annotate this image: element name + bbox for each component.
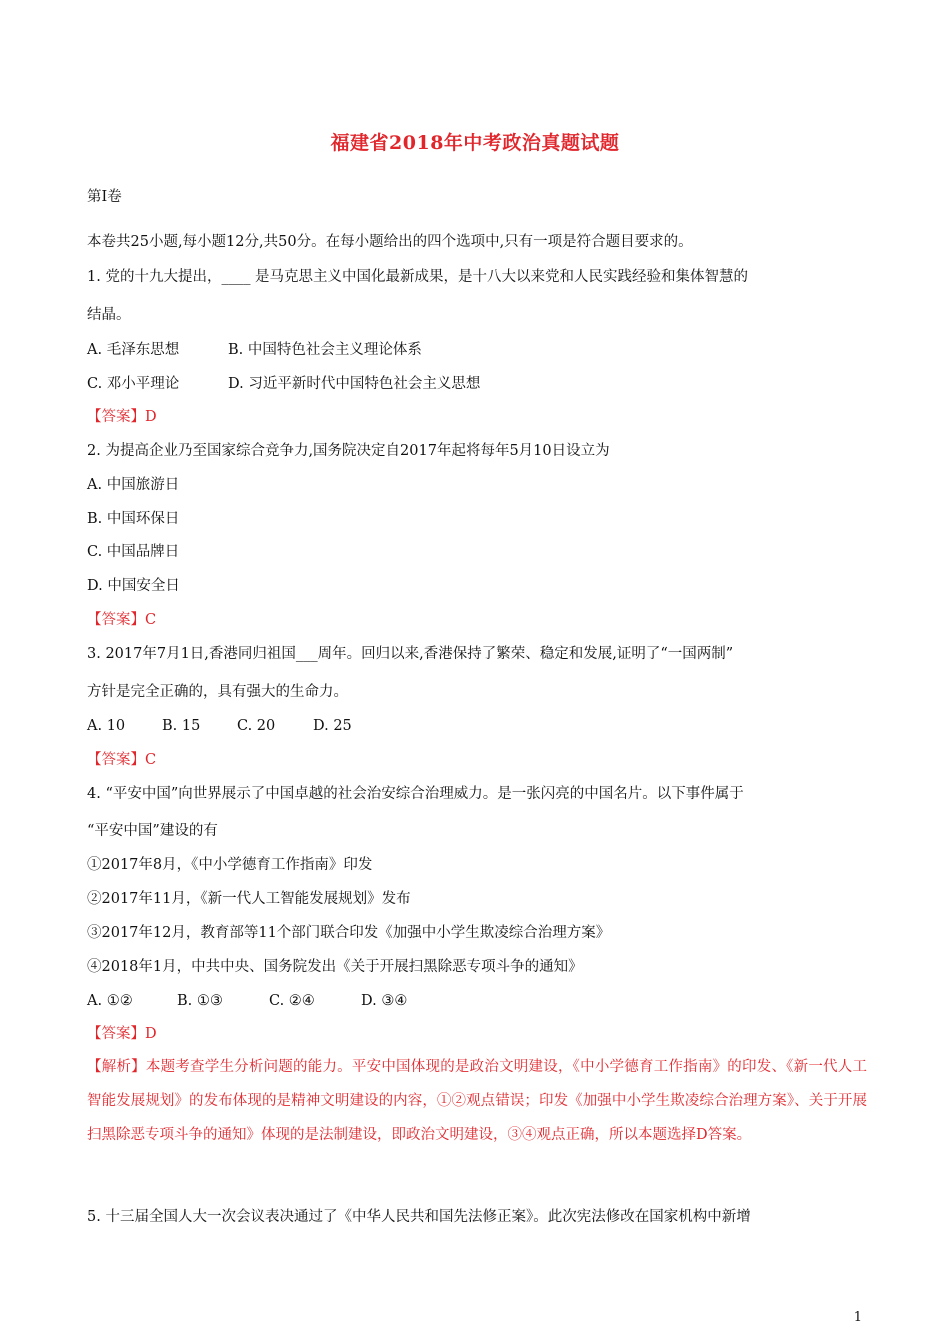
q1-option-d: D. 习近平新时代中国特色社会主义思想 bbox=[228, 376, 481, 392]
q2-option-a: A. 中国旅游日 bbox=[87, 477, 180, 493]
q4-item-4: ④2018年1月，中共中央、国务院发出《关于开展扫黑除恶专项斗争的通知》 bbox=[87, 959, 583, 975]
intro-text: 本卷共25小题,每小题12分,共50分。在每小题给出的四个选项中,只有一项是符合题目要求的。 bbox=[87, 234, 693, 250]
q3-stem-line2: 方针是完全正确的，具有强大的生命力。 bbox=[87, 684, 348, 700]
q1-option-c: C. 邓小平理论 bbox=[87, 376, 180, 392]
q4-analysis: 【解析】本题考查学生分析问题的能力。平安中国体现的是政治文明建设，《中小学德育工作指南》的印发、《新一代人工智能发展规划》的发布体现的是精神文明建设的内容，①②观点错误；印发《加强中小学生欺凌综合治理方案》、关于开展扫黑除恶专项斗争的通知》体现的是法制建设，即政治文明建设，③④观点正确，所以本题选择D答案。 bbox=[87, 1059, 867, 1143]
q2-option-d: D. 中国安全日 bbox=[87, 578, 180, 594]
q3-option-a: A. 10 bbox=[87, 718, 126, 734]
q2-stem: 2. 为提高企业乃至国家综合竞争力,国务院决定自2017年起将每年5月10日设立为 bbox=[87, 443, 610, 459]
q5-stem-line1: 5. 十三届全国人大一次会议表决通过了《中华人民共和国先法修正案》。此次宪法修改在国家机构中新增 bbox=[87, 1209, 751, 1225]
q4-option-c: C. ②④ bbox=[269, 993, 315, 1009]
q2-answer: 【答案】C bbox=[87, 612, 157, 628]
q1-stem-line1: 1. 党的十九大提出，____ 是马克思主义中国化最新成果，是十八大以来党和人民实践经验和集体智慧的 bbox=[87, 269, 749, 285]
q4-option-d: D. ③④ bbox=[361, 993, 408, 1009]
q3-answer: 【答案】C bbox=[87, 752, 157, 768]
q3-stem-line1: 3. 2017年7月1日,香港同归祖国___周年。回归以来,香港保持了繁荣、稳定和发展,证明了“一国两制” bbox=[87, 646, 734, 662]
q2-option-b: B. 中国环保日 bbox=[87, 511, 180, 527]
q4-option-b: B. ①③ bbox=[177, 993, 223, 1009]
q4-answer: 【答案】D bbox=[87, 1026, 157, 1042]
q4-option-a: A. ①② bbox=[87, 993, 133, 1009]
q4-stem-line1: 4. “平安中国”向世界展示了中国卓越的社会治安综合治理威力。是一张闪亮的中国名片。以下事件属于 bbox=[87, 786, 744, 802]
section-label: 第I卷 bbox=[87, 189, 122, 205]
page-title: 福建省2018年中考政治真题试题 bbox=[330, 132, 620, 154]
q3-option-d: D. 25 bbox=[313, 718, 352, 734]
q4-item-3: ③2017年12月，教育部等11个部门联合印发《加强中小学生欺凌综合治理方案》 bbox=[87, 925, 611, 941]
q4-stem-line2: “平安中国”建设的有 bbox=[87, 823, 218, 839]
q2-option-c: C. 中国品牌日 bbox=[87, 544, 180, 560]
q3-option-c: C. 20 bbox=[237, 718, 276, 734]
q3-option-b: B. 15 bbox=[162, 718, 201, 734]
q4-item-1: ①2017年8月，《中小学德育工作指南》印发 bbox=[87, 857, 373, 873]
q1-stem-line2: 结晶。 bbox=[87, 307, 131, 323]
q4-item-2: ②2017年11月，《新一代人工智能发展规划》发布 bbox=[87, 891, 411, 907]
q1-option-b: B. 中国特色社会主义理论体系 bbox=[228, 342, 422, 358]
page-number: 1 bbox=[853, 1310, 862, 1325]
q1-answer: 【答案】D bbox=[87, 409, 157, 425]
q1-option-a: A. 毛泽东思想 bbox=[87, 342, 180, 358]
